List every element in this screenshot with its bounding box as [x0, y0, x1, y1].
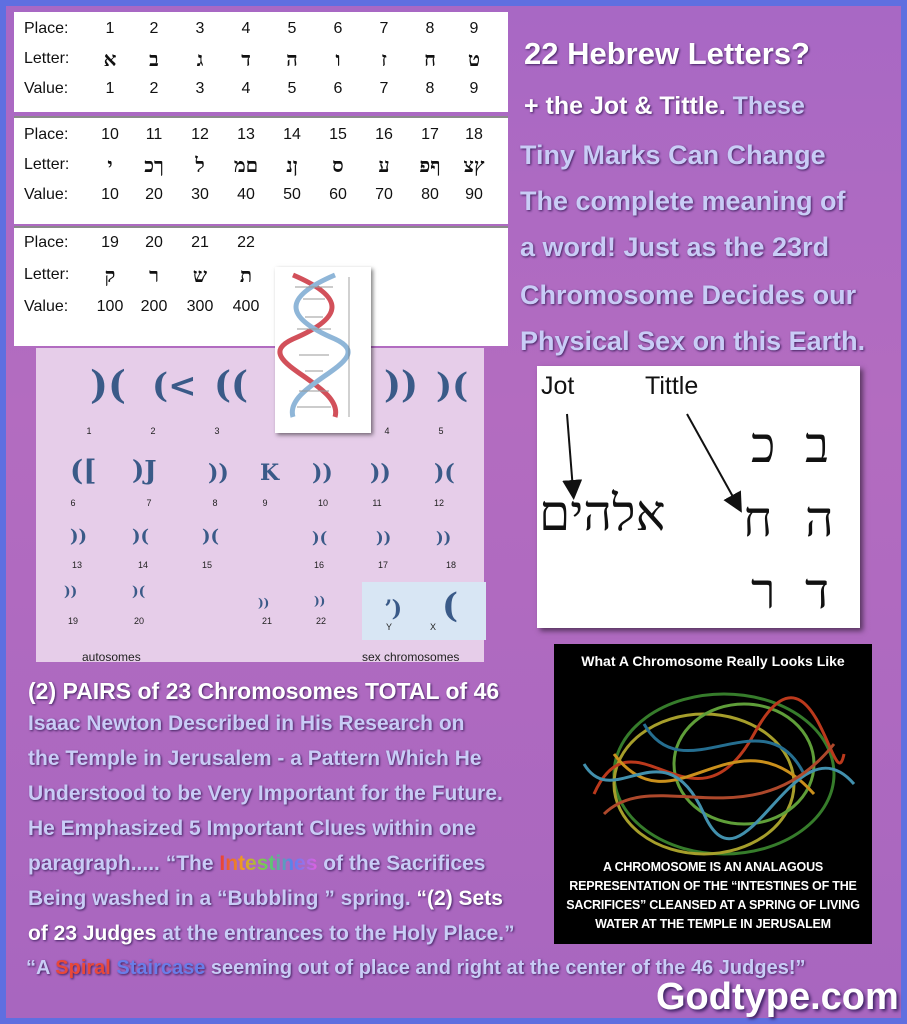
chromosome-pair: )( — [434, 460, 455, 486]
letter-het: ח — [743, 490, 773, 548]
chromosome-number: 1 — [86, 426, 92, 436]
table-cell: 21 — [191, 234, 209, 251]
claim-line-1: + the Jot & Tittle. These — [524, 92, 805, 120]
table-row-letter — [14, 153, 508, 180]
chromosome-number: 10 — [317, 498, 328, 508]
spiral-word: Spiral — [55, 957, 111, 979]
chromosome-number: 18 — [445, 560, 456, 570]
table-cell: 10 — [101, 126, 119, 143]
table-cell: 400 — [232, 298, 260, 315]
row-label: Value: — [24, 186, 69, 203]
jot-tittle-diagram — [537, 366, 860, 628]
row-label: Place: — [24, 234, 69, 251]
hebrew-letter: ק — [104, 263, 116, 287]
newton-line-8: “A Spiral Staircase seeming out of place and right at the center of the 46 Judges!” — [26, 957, 806, 979]
x-label: X — [429, 622, 436, 632]
table-cell: 80 — [421, 186, 439, 203]
jot-label: Jot — [541, 372, 575, 400]
letter-he: ה — [805, 490, 834, 548]
table-cell: 4 — [241, 20, 251, 37]
table-cell: 5 — [287, 80, 297, 97]
dna-helix-image — [275, 267, 371, 433]
hebrew-letter: ג — [196, 47, 204, 71]
hebrew-letter: ב — [149, 47, 159, 71]
table-cell: 90 — [465, 186, 483, 203]
table-cell: 2 — [149, 80, 159, 97]
newton-line-6: Being washed in a “Bubbling ” spring. “(2) Sets — [28, 887, 503, 910]
x-chromosome: ( — [442, 586, 459, 626]
chromosome-pair: (( — [214, 364, 249, 406]
chromosome-pair: )( — [132, 584, 146, 600]
letter-resh: ר — [751, 562, 776, 620]
chromosome-pair: )) — [258, 596, 270, 610]
row-label: Letter: — [24, 266, 70, 283]
chromosome-number: 8 — [212, 498, 218, 508]
claim-line-5: Chromosome Decides our — [520, 280, 857, 310]
chromosome-photo — [554, 644, 872, 944]
hebrew-table-block-1 — [14, 12, 508, 112]
chromosome-number: 15 — [201, 560, 212, 570]
letter-bet: ב — [805, 416, 830, 474]
hebrew-letter: י — [107, 153, 113, 177]
hebrew-letter: ךכ — [144, 153, 164, 177]
chromosome-pair: )J — [132, 456, 157, 486]
newton-line-2: the Temple in Jerusalem - a Pattern Which He — [28, 747, 482, 770]
chromosome-pair: )( — [202, 526, 220, 547]
hebrew-letter: ל — [195, 153, 205, 177]
chromosome-pair: K — [260, 460, 280, 486]
chromosome-pair: )( — [312, 528, 328, 547]
pairs-heading: (2) PAIRS of 23 Chromosomes TOTAL of 46 — [28, 678, 500, 704]
tittle-label: Tittle — [645, 372, 699, 400]
chromosome-pair: )) — [384, 364, 419, 406]
hebrew-letter: ה — [286, 47, 298, 71]
chromosome-pair: )) — [370, 460, 391, 486]
table-cell: 3 — [195, 20, 205, 37]
hebrew-letter: ץצ — [463, 153, 485, 177]
chromosome-number: 16 — [313, 560, 324, 570]
chromosome-number: 5 — [438, 426, 444, 436]
chromosome-number: 17 — [377, 560, 388, 570]
staircase-word: Staircase — [116, 957, 206, 979]
row-label: Value: — [24, 298, 69, 315]
chromosome-pair: )) — [436, 528, 452, 547]
row-label: Place: — [24, 20, 69, 37]
table-cell: 7 — [379, 80, 389, 97]
newton-line-3: Understood to be Very Important for the Future. — [28, 782, 503, 805]
claim-line-3: The complete meaning of — [520, 186, 846, 216]
table-cell: 5 — [287, 20, 297, 37]
chromosome-number: 6 — [70, 498, 76, 508]
chromosome-number: 2 — [150, 426, 156, 436]
table-row-place — [14, 234, 508, 258]
chromosome-pair: )) — [70, 526, 88, 547]
chromosome-number: 13 — [71, 560, 82, 570]
hebrew-letter: ןנ — [286, 153, 298, 177]
table-cell: 1 — [105, 20, 115, 37]
sex-chromosome-box — [362, 582, 486, 640]
table-cell: 17 — [421, 126, 439, 143]
chromosome-pair: )) — [64, 584, 78, 600]
table-cell: 8 — [425, 20, 435, 37]
table-cell: 3 — [195, 80, 205, 97]
table-cell: 9 — [469, 20, 479, 37]
hebrew-letter: ע — [378, 153, 390, 177]
table-cell: 30 — [191, 186, 209, 203]
table-cell: 20 — [145, 186, 163, 203]
table-cell: 300 — [186, 298, 214, 315]
photo-description: A CHROMOSOME IS AN ANALAGOUS REPRESENTATION OF THE “INTESTINES OF THE SACRIFICES” CLEANSED AT A SPRING OF LIVING WATER AT THE TEMPLE IN JERUSALEM — [566, 860, 860, 931]
chromosome-pair: )( — [90, 362, 126, 407]
table-cell: 13 — [237, 126, 255, 143]
table-cell: 4 — [241, 80, 251, 97]
chromosome-pair: )) — [312, 460, 333, 486]
chromosome-number: 14 — [137, 560, 148, 570]
table-cell: 16 — [375, 126, 393, 143]
y-chromosome: ʼ) — [384, 596, 403, 622]
table-cell: 100 — [96, 298, 124, 315]
site-logo-text: Godtype.com — [656, 976, 899, 1018]
photo-caption: What A Chromosome Really Looks Like — [581, 653, 845, 669]
table-row-letter — [14, 263, 508, 290]
chromosome-number: 7 — [146, 498, 152, 508]
table-cell: 18 — [465, 126, 483, 143]
table-cell: 12 — [191, 126, 209, 143]
table-cell: 20 — [145, 234, 163, 251]
claim-line-2: Tiny Marks Can Change — [520, 140, 826, 170]
newton-line-1: Isaac Newton Described in His Research on — [28, 712, 465, 735]
table-cell: 70 — [375, 186, 393, 203]
table-cell: 14 — [283, 126, 301, 143]
hebrew-letter: ז — [381, 47, 387, 71]
hebrew-letter: ד — [241, 47, 251, 71]
newton-line-4: He Emphasized 5 Important Clues within one — [28, 817, 477, 840]
table-cell: 50 — [283, 186, 301, 203]
table-row-value — [14, 80, 508, 104]
newton-line-5: paragraph..... “The Intestines of the Sacrifices — [28, 852, 486, 875]
hebrew-letter: ט — [467, 47, 481, 71]
chromosome-pair: )) — [314, 594, 326, 608]
letter-kaf: כ — [751, 416, 776, 474]
chromosome-pair: (< — [152, 366, 197, 406]
hebrew-letter: ת — [239, 263, 253, 287]
chromosome-pair: )) — [376, 528, 392, 547]
chromosome-number: 21 — [261, 616, 272, 626]
hebrew-letter: ש — [192, 263, 208, 287]
headline: 22 Hebrew Letters? — [524, 36, 810, 71]
sex-chromosomes-label: sex chromosomes — [362, 650, 460, 664]
chromosome-number: 12 — [433, 498, 444, 508]
chromosome-number: 22 — [315, 616, 326, 626]
table-cell: 10 — [101, 186, 119, 203]
hebrew-letter: א — [103, 47, 117, 71]
chromosome-number: 11 — [372, 498, 382, 508]
table-cell: 9 — [469, 80, 479, 97]
table-cell: 1 — [105, 80, 115, 97]
chromosome-number: 19 — [67, 616, 78, 626]
claim-line-6: Physical Sex on this Earth. — [520, 326, 866, 356]
row-label: Place: — [24, 126, 69, 143]
table-cell: 40 — [237, 186, 255, 203]
table-row-value — [14, 186, 508, 210]
hebrew-letter: ו — [335, 47, 341, 71]
claim-line-4: a word! Just as the 23rd — [520, 232, 830, 262]
chromosome-pair: )) — [208, 460, 229, 486]
table-cell: 22 — [237, 234, 255, 251]
hebrew-letter: ח — [424, 47, 436, 71]
chromosome-number: 3 — [214, 426, 220, 436]
table-cell: 6 — [333, 80, 343, 97]
table-cell: 200 — [140, 298, 168, 315]
table-row-value — [14, 298, 508, 322]
table-cell: 60 — [329, 186, 347, 203]
chromosome-pair: ([ — [70, 454, 97, 487]
table-row-place — [14, 126, 508, 150]
row-label: Value: — [24, 80, 69, 97]
intestines-word: Intestines — [219, 852, 318, 875]
hebrew-letter: םמ — [233, 153, 259, 177]
table-row-place — [14, 20, 508, 44]
elohim-word: אלהים — [539, 484, 666, 542]
chromosome-number: 4 — [384, 426, 390, 436]
chromosome-pair: )( — [436, 366, 469, 406]
table-row-letter — [14, 47, 508, 74]
dna-helix-icon — [275, 267, 371, 433]
hebrew-letter: ר — [149, 263, 159, 287]
table-cell: 8 — [425, 80, 435, 97]
table-cell: 19 — [101, 234, 119, 251]
table-cell: 7 — [379, 20, 389, 37]
chromosome-pair: )( — [132, 526, 150, 547]
row-label: Letter: — [24, 50, 70, 67]
table-cell: 6 — [333, 20, 343, 37]
hebrew-letter: ס — [332, 153, 344, 177]
row-label: Letter: — [24, 156, 70, 173]
table-cell: 15 — [329, 126, 347, 143]
letter-dalet: ד — [805, 562, 830, 620]
chromosome-number: 20 — [133, 616, 144, 626]
y-label: Y — [385, 622, 392, 632]
newton-line-7: of 23 Judges at the entrances to the Holy Place.” — [28, 922, 515, 945]
table-cell: 11 — [145, 126, 163, 143]
chromosome-number: 9 — [262, 498, 268, 508]
autosomes-label: autosomes — [82, 650, 141, 664]
hebrew-table-block-2 — [14, 118, 508, 224]
hebrew-letter: ףפ — [419, 153, 441, 177]
hebrew-table-block-3 — [14, 228, 508, 346]
table-cell: 2 — [149, 20, 159, 37]
